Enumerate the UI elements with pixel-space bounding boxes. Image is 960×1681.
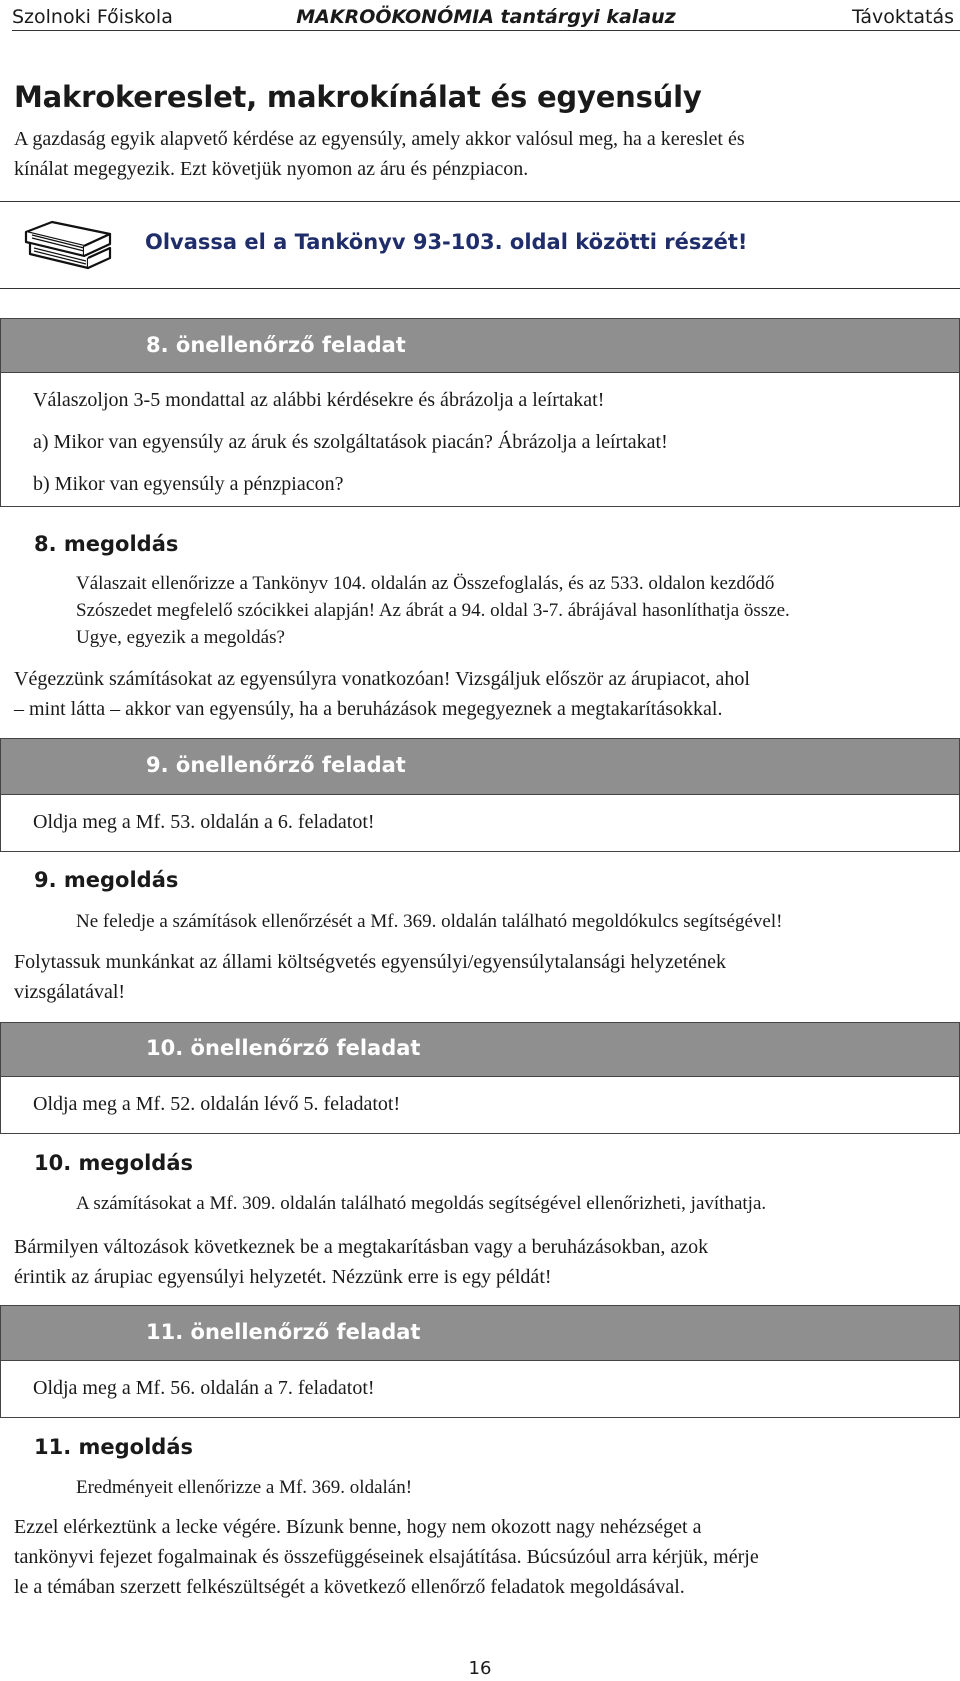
intro-line: A gazdaság egyik alapvető kérdése az egyensúly, amely akkor valósul meg, ha a kereslet és — [14, 128, 745, 150]
task-10-heading-text: 10. önellenőrző feladat — [146, 1036, 421, 1060]
solution-9-line: Ne feledje a számítások ellenőrzését a Mf. 369. oldalán található megoldókulcs segítségével! — [76, 911, 783, 932]
solution-8-line: Ugye, egyezik a megoldás? — [76, 627, 285, 648]
body-line: – mint látta – akkor van egyensúly, ha a beruházások megegyeznek a megtakarításokkal. — [14, 698, 723, 720]
closing-paragraph — [14, 1512, 759, 1602]
task-9-heading-text: 9. önellenőrző feladat — [146, 753, 406, 777]
book-stack-icon — [22, 218, 114, 274]
task-8-line: a) Mikor van egyensúly az áruk és szolgáltatások piacán? Ábrázolja a leírtakat! — [33, 431, 668, 453]
task-8-body — [0, 373, 960, 507]
solution-8-heading: 8. megoldás — [34, 532, 179, 556]
body-line: Folytassuk munkánkat az állami költségvetés egyensúlyi/egyensúlytalansági helyzetének — [14, 951, 727, 973]
body-paragraph — [14, 947, 726, 1007]
solution-9-heading: 9. megoldás — [34, 868, 179, 892]
body-line: Bármilyen változások következnek be a megtakarításban vagy a beruházásokban, azok — [14, 1236, 709, 1258]
closing-line: tankönyvi fejezet fogalmainak és összefüggéseinek elsajátítása. Búcsúzóul arra kérjük, mérje — [14, 1546, 759, 1568]
body-line: Végezzünk számításokat az egyensúlyra vonatkozóan! Vizsgáljuk először az árupiacot, ahol — [14, 668, 750, 690]
task-10-heading — [0, 1022, 960, 1077]
reading-instruction: Olvassa el a Tankönyv 93-103. oldal közötti részét! — [145, 230, 748, 254]
header-course-title: MAKROÖKONÓMIA tantárgyi kalauz — [296, 6, 676, 28]
solution-8-text — [76, 570, 790, 651]
task-9-body — [0, 795, 960, 852]
task-11-line: Oldja meg a Mf. 56. oldalán a 7. feladatot! — [33, 1377, 375, 1399]
task-8-line: Válaszoljon 3-5 mondattal az alábbi kérdésekre és ábrázolja a leírtakat! — [33, 389, 605, 411]
header-mode: Távoktatás — [851, 6, 954, 28]
solution-8-line: Válaszait ellenőrizze a Tankönyv 104. oldalán az Összefoglalás, és az 533. oldalon kezdődő — [76, 573, 775, 594]
task-10-line: Oldja meg a Mf. 52. oldalán lévő 5. feladatot! — [33, 1093, 401, 1115]
body-line: érintik az árupiac egyensúlyi helyzetét. Nézzünk erre is egy példát! — [14, 1266, 552, 1288]
intro-paragraph — [14, 124, 745, 184]
closing-line: le a témában szerzett felkészültségét a következő ellenőrző feladatok megoldásával. — [14, 1576, 685, 1598]
section-title: Makrokereslet, makrokínálat és egyensúly — [14, 80, 702, 114]
solution-11-heading: 11. megoldás — [34, 1435, 193, 1459]
task-10-body — [0, 1077, 960, 1134]
task-11-heading — [0, 1305, 960, 1361]
solution-11-line: Eredményeit ellenőrizze a Mf. 369. oldalán! — [76, 1477, 413, 1498]
task-11-body — [0, 1361, 960, 1418]
solution-10-line: A számításokat a Mf. 309. oldalán található megoldás segítségével ellenőrizheti, javíthatja. — [76, 1193, 767, 1214]
page-header — [12, 4, 960, 31]
solution-11-text — [76, 1474, 412, 1501]
page-number: 16 — [468, 1658, 492, 1679]
task-8-heading-text: 8. önellenőrző feladat — [146, 333, 406, 357]
closing-line: Ezzel elérkeztünk a lecke végére. Bízunk benne, hogy nem okozott nagy nehézséget a — [14, 1516, 702, 1538]
task-8-line: b) Mikor van egyensúly a pénzpiacon? — [33, 473, 344, 495]
task-9-heading — [0, 738, 960, 795]
body-paragraph — [14, 1232, 708, 1292]
solution-9-text — [76, 908, 782, 935]
solution-8-line: Szószedet megfelelő szócikkei alapján! Az ábrát a 94. oldal 3-7. ábrájával hasonlíthatja össze. — [76, 600, 790, 621]
solution-10-heading: 10. megoldás — [34, 1151, 193, 1175]
solution-10-text — [76, 1190, 766, 1217]
task-11-heading-text: 11. önellenőrző feladat — [146, 1320, 421, 1344]
task-9-line: Oldja meg a Mf. 53. oldalán a 6. feladatot! — [33, 811, 375, 833]
task-8-heading — [0, 318, 960, 373]
header-institution: Szolnoki Főiskola — [12, 6, 173, 28]
body-paragraph — [14, 664, 750, 724]
reading-assignment — [0, 201, 960, 289]
intro-line: kínálat megegyezik. Ezt követjük nyomon az áru és pénzpiacon. — [14, 158, 529, 180]
body-line: vizsgálatával! — [14, 981, 126, 1003]
